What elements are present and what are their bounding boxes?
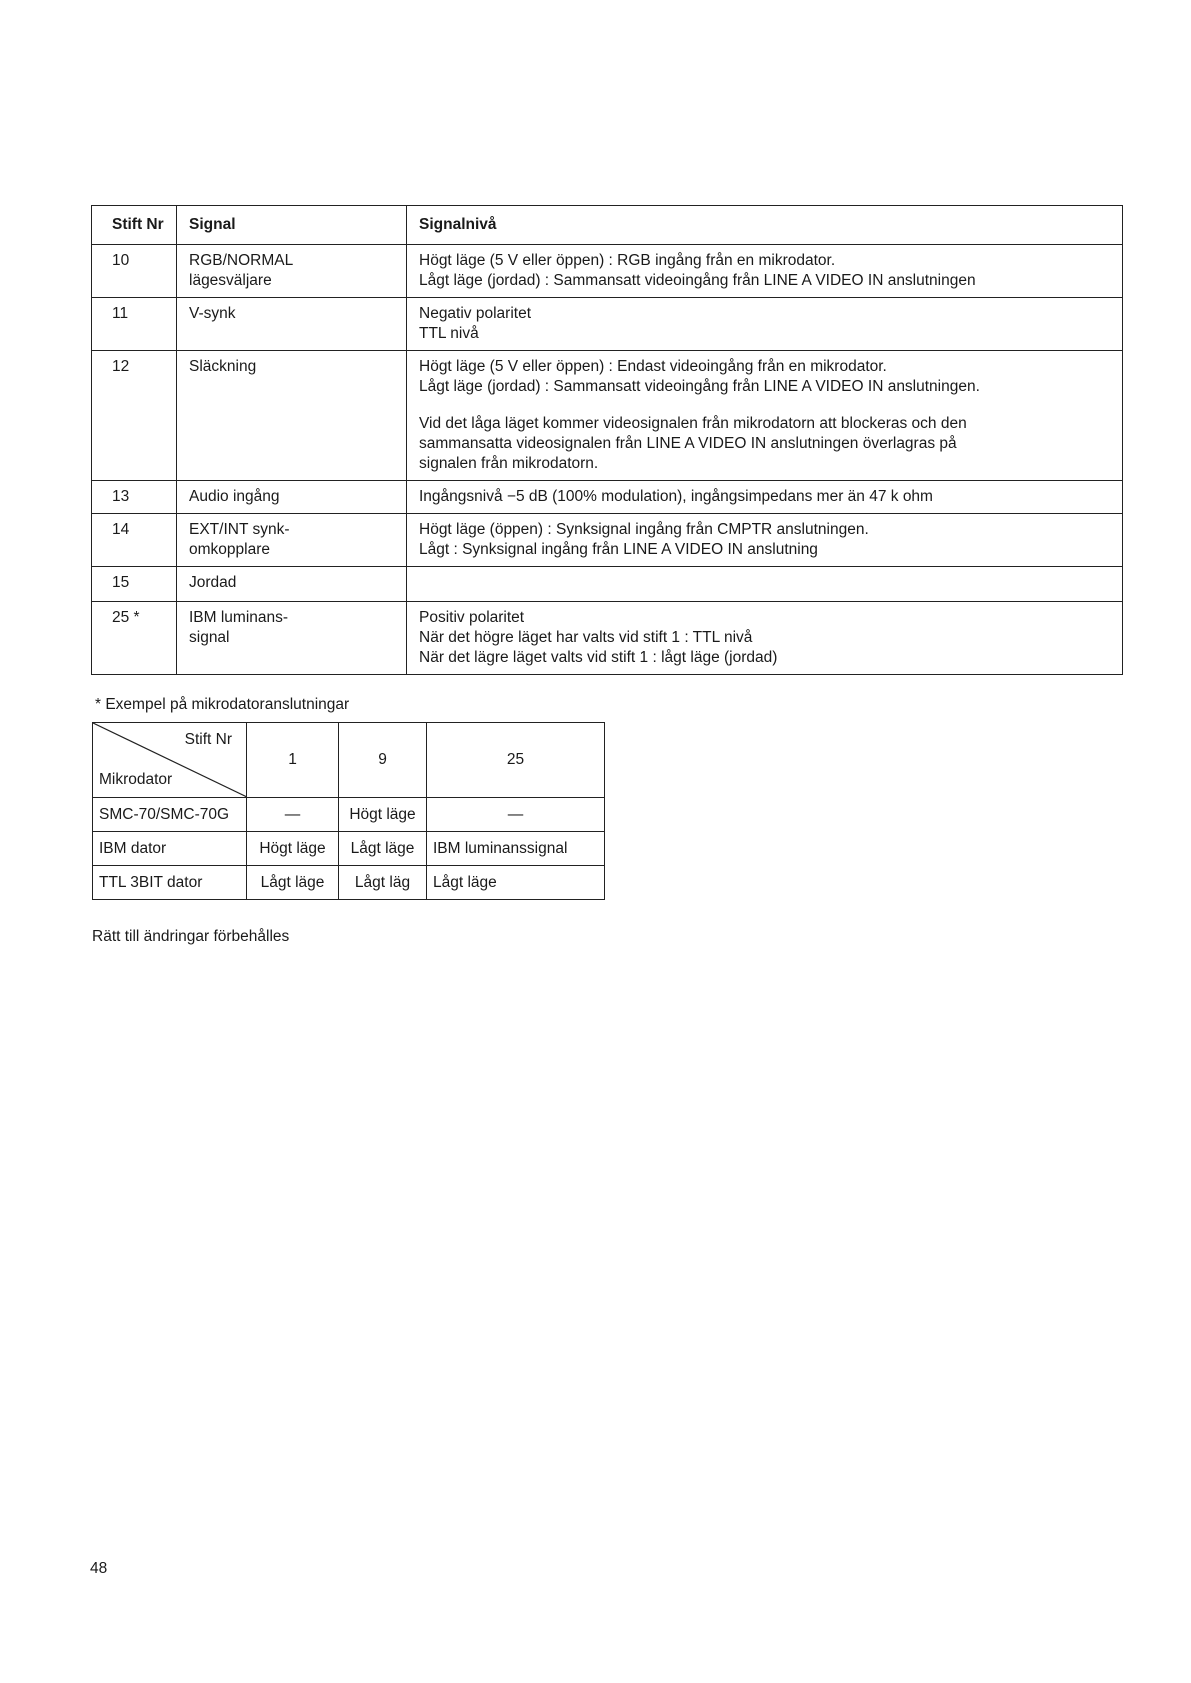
table-header-row [92,206,1123,245]
signal-line: Jordad [189,574,237,591]
example-cell: Lågt läge [339,832,427,866]
example-row [93,832,605,866]
signal-name [177,602,407,675]
signal-level [407,567,1123,602]
example-cell: Högt läge [339,798,427,832]
signal-name [177,514,407,567]
pin-number: 10 [92,245,177,298]
corner-header-cell [93,723,247,798]
example-cell: Lågt läge [247,866,339,900]
note-line: sammansatta videosignalen från LINE A VIDEO IN anslutningen överlagras på [419,435,957,452]
blocking-note [419,414,1114,474]
signal-name [177,245,407,298]
signal-level [407,298,1123,351]
level-line: Lågt läge (jordad) : Sammansatt videoingång från LINE A VIDEO IN anslutningen [419,272,976,289]
signal-line: EXT/INT synk- [189,521,290,538]
signal-level [407,602,1123,675]
level-line: Högt läge (öppen) : Synksignal ingång från CMPTR anslutningen. [419,521,869,538]
table-row [92,602,1123,675]
pin-number: 14 [92,514,177,567]
note-line: signalen från mikrodatorn. [419,455,599,472]
level-line: Högt läge (5 V eller öppen) : Endast videoingång från en mikrodator. [419,358,887,375]
signal-line: lägesväljare [189,272,272,289]
table-row [92,481,1123,514]
corner-computer-label: Mikrodator [99,771,173,788]
signal-line: IBM luminans- [189,609,289,626]
signal-line: Audio ingång [189,488,280,505]
pin-number: 13 [92,481,177,514]
signal-line: V-synk [189,305,236,322]
example-cell: Högt läge [247,832,339,866]
footnote: * Exempel på mikrodatoranslutningar [95,696,350,713]
page-number: 48 [90,1560,108,1577]
note-line: Vid det låga läget kommer videosignalen från mikrodatorn att blockeras och den [419,415,967,432]
pin-column-header: 1 [247,723,339,798]
computer-name: TTL 3BIT dator [93,866,247,900]
example-cell: Lågt läge [427,866,605,900]
table-row [92,567,1123,602]
header-level: Signalnivå [407,206,1123,245]
signal-line: omkopplare [189,541,270,558]
table-row [92,245,1123,298]
level-line: Positiv polaritet [419,609,525,626]
pin-column-header: 9 [339,723,427,798]
example-cell: — [247,798,339,832]
microcomputer-example-table [92,722,605,900]
signal-line: Släckning [189,358,257,375]
signal-level [407,351,1123,481]
example-cell: Lågt läg [339,866,427,900]
level-line: Ingångsnivå −5 dB (100% modulation), ingångsimpedans mer än 47 k ohm [419,488,933,505]
pin-number: 11 [92,298,177,351]
level-line: När det lägre läget valts vid stift 1 : lågt läge (jordad) [419,649,778,666]
example-row [93,866,605,900]
table-row [92,514,1123,567]
signal-name [177,567,407,602]
example-header-row [93,723,605,798]
pin-signal-table [91,205,1123,675]
pin-column-header: 25 [427,723,605,798]
header-pin: Stift Nr [92,206,177,245]
table-row [92,298,1123,351]
signal-line: signal [189,629,230,646]
example-cell: IBM luminanssignal [427,832,605,866]
level-line: Negativ polaritet [419,305,532,322]
example-row [93,798,605,832]
computer-name: IBM dator [93,832,247,866]
computer-name: SMC-70/SMC-70G [93,798,247,832]
signal-level [407,481,1123,514]
signal-name [177,298,407,351]
level-line: Högt läge (5 V eller öppen) : RGB ingång från en mikrodator. [419,252,836,269]
rights-notice: Rätt till ändringar förbehålles [92,928,290,945]
level-line: TTL nivå [419,325,479,342]
header-signal: Signal [177,206,407,245]
signal-name [177,481,407,514]
table-row [92,351,1123,481]
level-line: När det högre läget har valts vid stift 1 : TTL nivå [419,629,753,646]
pin-number: 25 * [92,602,177,675]
pin-number: 12 [92,351,177,481]
signal-line: RGB/NORMAL [189,252,294,269]
pin-number: 15 [92,567,177,602]
signal-level [407,245,1123,298]
level-line: Lågt : Synksignal ingång från LINE A VIDEO IN anslutning [419,541,818,558]
signal-level [407,514,1123,567]
corner-pin-label: Stift Nr [184,731,232,748]
example-cell: — [427,798,605,832]
signal-name [177,351,407,481]
level-line: Lågt läge (jordad) : Sammansatt videoingång från LINE A VIDEO IN anslutningen. [419,378,980,395]
